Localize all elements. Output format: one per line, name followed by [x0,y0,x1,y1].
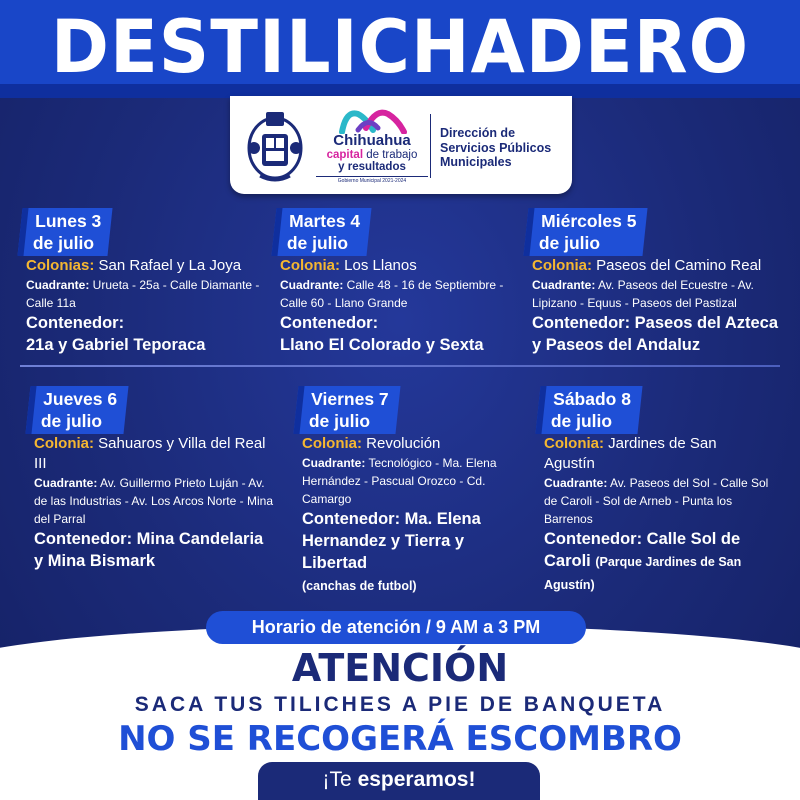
day-label: Martes 4 [289,211,361,231]
contenedor-line [532,312,788,356]
colonia-value: Sahuaros y Villa del Real III [34,435,266,472]
day-badge [535,386,642,434]
contenedor-line [302,508,514,597]
colonia-value: San Rafael y La Joya [94,257,242,274]
cuadrante-line [34,474,274,528]
attention-heading: ATENCIÓN [291,646,509,690]
brand-slogan [316,149,428,161]
logo-card [230,96,572,194]
cuadrante-label: Cuadrante: [26,278,90,292]
colonia-label: Colonias: [26,257,95,274]
cuadrante-label: Cuadrante: [544,476,608,490]
instruction-text: SACA TUS TILICHES A PIE DE BANQUETA [134,693,666,716]
month-label: de julio [40,411,103,431]
day-label: Viernes 7 [311,389,389,409]
closing-banner [258,762,540,800]
month-label: de julio [286,233,349,253]
cuadrante-line [544,474,770,528]
city-crest-icon [242,104,308,186]
department-name: Dirección de Servicios Públicos Municipales [440,126,552,169]
colonia-value: Jardines de San Agustín [544,435,717,472]
contenedor-value: 21a y Gabriel Teporaca [26,336,206,354]
contenedor-label: Contenedor: [544,530,643,548]
cuadrante-label: Cuadrante: [532,278,596,292]
warning-text: NO SE RECOGERÁ ESCOMBRO [118,719,682,759]
colonia-value: Paseos del Camino Real [592,257,762,274]
colonia-label: Colonia: [532,257,592,274]
colonia-label: Colonia: [34,435,94,452]
day-label: Sábado 8 [553,389,631,409]
day-badge [523,208,647,256]
page-title: DESTILICHADERO [50,3,750,91]
contenedor-value: Ma. Elena Hernandez y Tierra y Libertad [302,510,481,572]
day-details [34,434,274,572]
row-separator [20,365,780,367]
contenedor-value: Llano El Colorado y Sexta [280,336,484,354]
cuadrante-value: Urueta - 25a - Calle Diamante - Calle 11a [26,278,260,310]
government-label: Gobierno Municipal 2021-2024 [316,176,428,184]
month-label: de julio [32,233,95,253]
day-badge [271,208,371,256]
day-badge [25,386,128,434]
brand-slogan-line2: y resultados [338,161,406,173]
colonia-line [532,256,788,276]
closing-bold: esperamos! [357,768,476,791]
cuadrante-value: Calle 48 - 16 de Septiembre - Calle 60 - Llano Grande [280,278,504,310]
day-badge [17,208,112,256]
colonia-line [280,256,520,276]
month-label: de julio [538,233,601,253]
colonia-value: Revolución [362,435,441,452]
day-details [26,256,271,356]
cuadrante-label: Cuadrante: [280,278,344,292]
cuadrante-line [280,276,520,312]
day-details [532,256,788,356]
contenedor-line [544,528,770,596]
cuadrante-value: Av. Guillermo Prieto Luján - Av. de las Industrias - Av. Los Arcos Norte - Mina del Parral [34,476,273,526]
cuadrante-line [532,276,788,312]
contenedor-label: Contenedor: [302,510,401,528]
contenedor-label: Contenedor: [532,314,631,332]
colonia-label: Colonia: [280,257,340,274]
contenedor-value: Calle Sol de Caroli [544,530,741,570]
colonia-line [26,256,271,276]
cuadrante-line [302,454,514,508]
day-details [302,434,514,597]
slogan-rest: de trabajo [363,149,418,161]
cuadrante-value: Av. Paseos del Ecuestre - Av. Lipizano - Equus - Paseos del Pastizal [532,278,754,310]
contenedor-label: Contenedor: [34,530,133,548]
colonia-line [34,434,274,474]
hours-banner: Horario de atención / 9 AM a 3 PM [206,611,586,644]
day-badge [293,386,400,434]
contenedor-label: Contenedor: [280,314,379,332]
contenedor-value: Mina Candelaria y Mina Bismark [34,530,264,570]
day-label: Jueves 6 [43,389,118,409]
contenedor-line [280,312,520,356]
day-details [280,256,520,356]
colonia-value: Los Llanos [340,257,417,274]
closing-prefix: ¡Te [322,768,358,791]
day-details [544,434,770,596]
cuadrante-value: Tecnológico - Ma. Elena Hernández - Pascual Orozco - Cd. Camargo [302,456,497,506]
colonia-label: Colonia: [302,435,362,452]
cuadrante-value: Av. Paseos del Sol - Calle Sol de Caroli - Sol de Arneb - Punta los Barrenos [544,476,769,526]
day-label: Miércoles 5 [541,211,637,231]
brand-name: Chihuahua [333,132,411,149]
chihuahua-m-logo-icon [338,108,408,134]
contenedor-note: (canchas de futbol) [302,579,417,593]
contenedor-label: Contenedor: [26,314,125,332]
colonia-line [302,434,514,454]
month-label: de julio [308,411,371,431]
logo-divider [430,114,431,178]
contenedor-line [26,312,271,356]
contenedor-note: (Parque Jardines de San Agustín) [544,555,742,592]
contenedor-value: Paseos del Azteca y Paseos del Andaluz [532,314,779,354]
slogan-accent: capital [326,149,364,161]
cuadrante-label: Cuadrante: [34,476,98,490]
colonia-line [544,434,770,474]
colonia-label: Colonia: [544,435,604,452]
cuadrante-line [26,276,271,312]
month-label: de julio [550,411,613,431]
cuadrante-label: Cuadrante: [302,456,366,470]
day-label: Lunes 3 [35,211,102,231]
contenedor-line [34,528,274,572]
